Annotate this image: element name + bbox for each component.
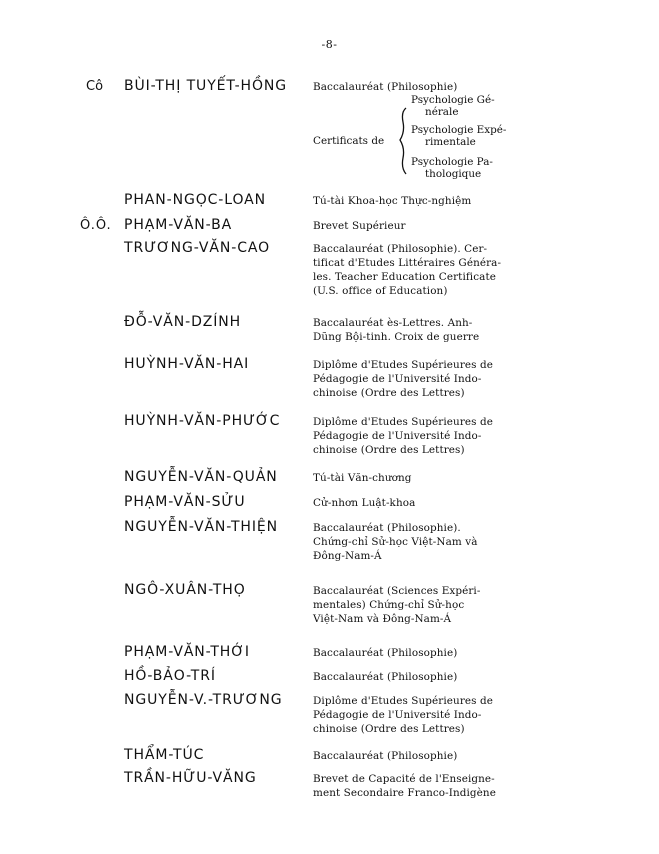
entry-qualification: Baccalauréat (Philosophie). Cer- tificat d'Etudes Littéraires Généra- les. Teacher Education Certificate (U.S. office of Education): [313, 243, 502, 297]
brace-icon: [397, 106, 409, 176]
entry-name: HUỲNH-VĂN-HAI: [124, 356, 250, 372]
entry-name: HỒ-BẢO-TRÍ: [124, 668, 216, 684]
entry-name: PHẠM-VĂN-BA: [124, 217, 233, 233]
entry-qualification: Baccalauréat (Philosophie): [313, 750, 458, 762]
certificat-item: Psychologie Pa- thologique: [411, 156, 493, 180]
entry-name: TRẦN-HỮU-VĂNG: [124, 770, 257, 786]
entry-qualification: Tú-tài Văn-chương: [313, 472, 412, 484]
entry-qualification: Baccalauréat (Philosophie). Chứng-chỉ Sử-học Việt-Nam và Đông-Nam-Á: [313, 522, 478, 562]
entry-name: NGUYỄN-VĂN-THIỆN: [124, 519, 278, 535]
certificat-item: Psychologie Expé- rimentale: [411, 124, 507, 148]
entry-qualification: Diplôme d'Etudes Supérieures de Pédagogie de l'Université Indo- chinoise (Ordre des Lettres): [313, 695, 493, 735]
entry-name: NGUYỄN-VĂN-QUẢN: [124, 469, 278, 485]
prefix-co: Cô: [86, 79, 104, 94]
page-number: -8-: [321, 38, 338, 51]
entry-name: BÙI-THỊ TUYẾT-HỒNG: [124, 78, 287, 94]
certificat-item: Psychologie Gé- nérale: [411, 94, 495, 118]
entry-qualification: Brevet Supérieur: [313, 220, 406, 232]
entry-qualification: Baccalauréat (Philosophie): [313, 81, 458, 93]
entry-name: HUỲNH-VĂN-PHƯỚC: [124, 413, 281, 429]
entry-qualification: Baccalauréat (Philosophie): [313, 671, 458, 683]
entry-qualification: Baccalauréat (Philosophie): [313, 647, 458, 659]
entry-name: THẨM-TÚC: [124, 747, 205, 763]
prefix-ong: Ô.Ô.: [80, 218, 112, 233]
entry-qualification: Baccalauréat ès-Lettres. Anh- Dũng Bội-tinh. Croix de guerre: [313, 317, 480, 343]
entry-name: TRƯƠNG-VĂN-CAO: [124, 240, 271, 256]
entry-qualification: Diplôme d'Etudes Supérieures de Pédagogie de l'Université Indo- chinoise (Ordre des Lettres): [313, 359, 493, 399]
entry-name: PHẠM-VĂN-SỬU: [124, 494, 246, 510]
entry-name: NGÔ-XUÂN-THỌ: [124, 582, 246, 598]
entry-name: PHẠM-VĂN-THỚI: [124, 644, 250, 660]
entry-qualification: Baccalauréat (Sciences Expéri- mentales) Chứng-chỉ Sử-học Việt-Nam và Đông-Nam-Á: [313, 585, 481, 625]
entry-qualification: Tú-tài Khoa-học Thực-nghiệm: [313, 195, 472, 207]
entry-name: NGUYỄN-V.-TRƯƠNG: [124, 692, 283, 708]
entry-name: ĐỖ-VĂN-DZÍNH: [124, 314, 242, 330]
entry-qualification: Brevet de Capacité de l'Enseigne- ment Secondaire Franco-Indigène: [313, 773, 496, 799]
entry-qualification: Diplôme d'Etudes Supérieures de Pédagogie de l'Université Indo- chinoise (Ordre des Lettres): [313, 416, 493, 456]
entry-qualification: Cử-nhơn Luật-khoa: [313, 497, 416, 509]
entry-name: PHAN-NGỌC-LOAN: [124, 192, 266, 208]
certificats-label: Certificats de: [313, 135, 385, 147]
